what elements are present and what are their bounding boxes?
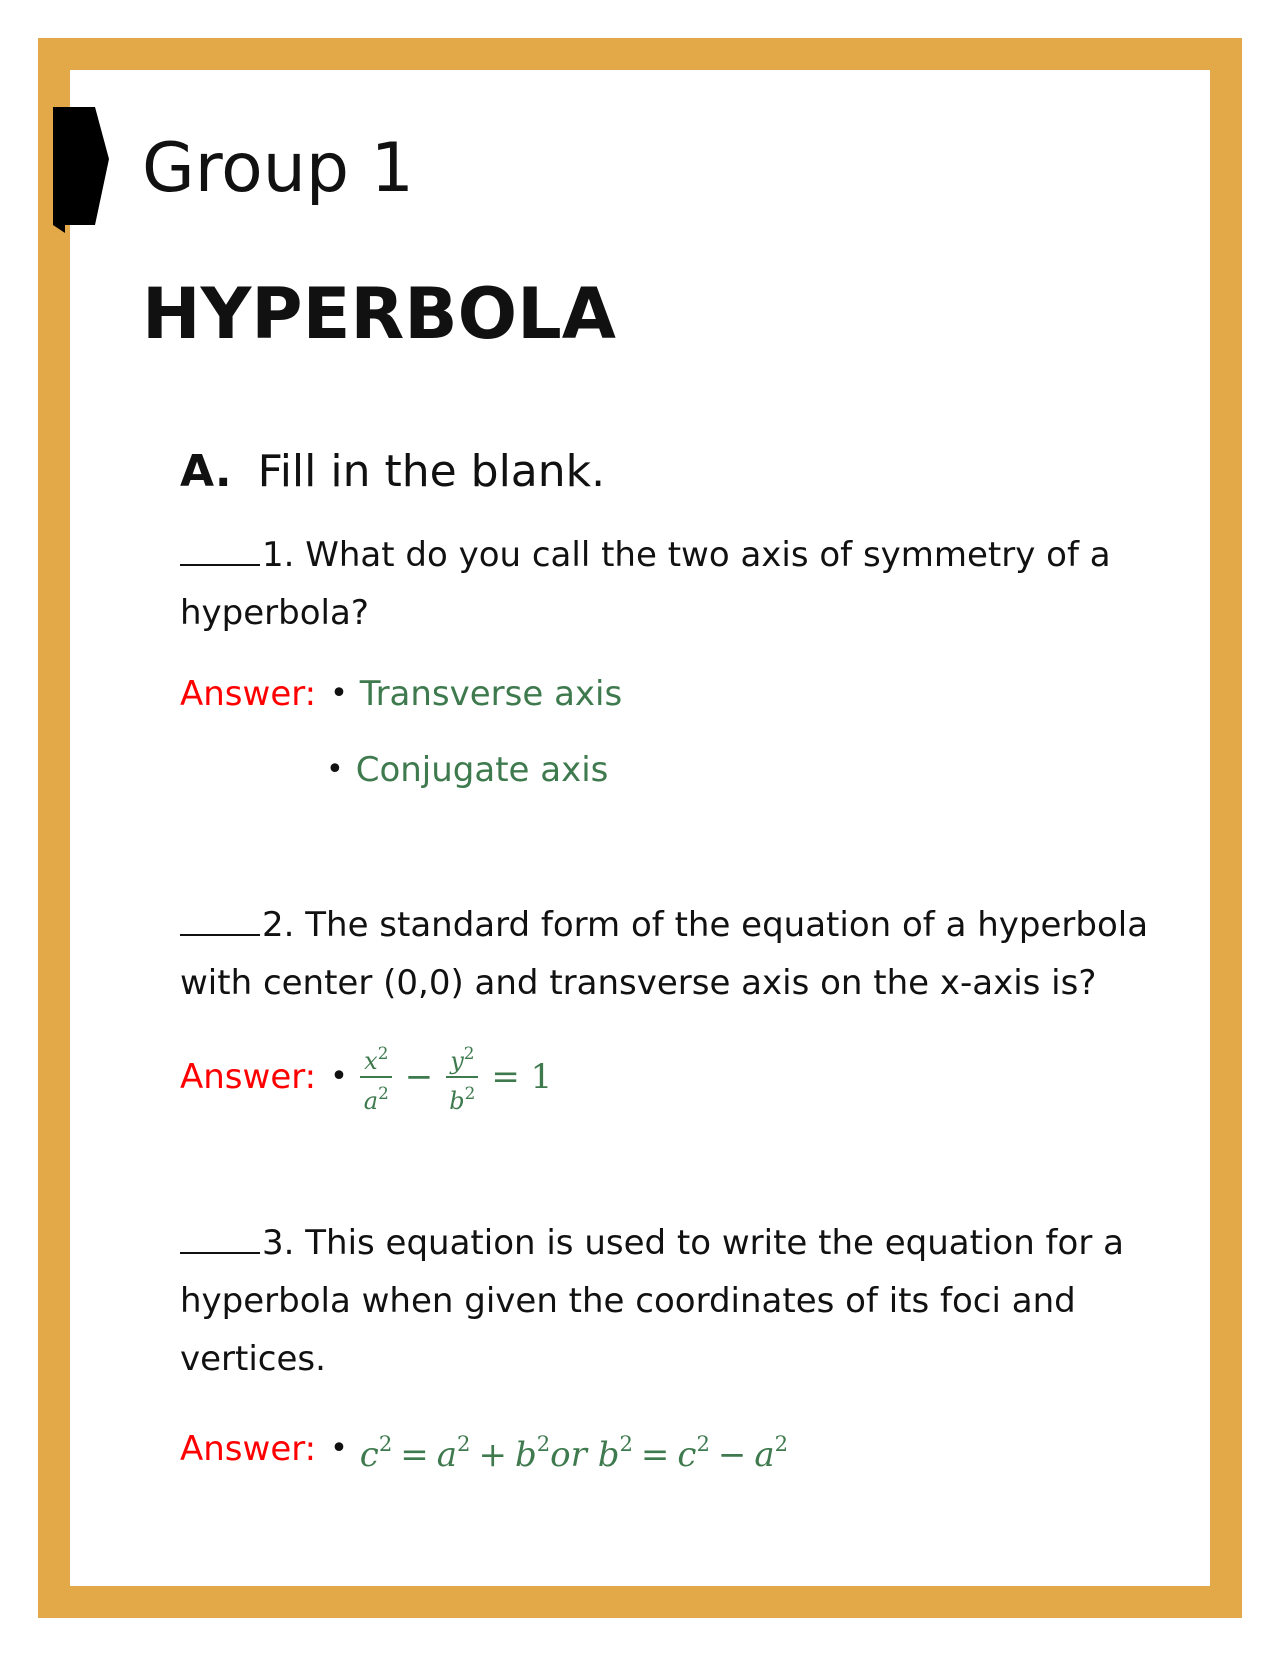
answer-blank-1 <box>180 564 260 566</box>
heading-marker-icon <box>53 107 113 241</box>
minus-sign: − <box>404 1057 434 1098</box>
bullet-icon: • <box>326 752 344 787</box>
answer-label-3: Answer: <box>180 1429 317 1470</box>
answer-label-1: Answer: <box>180 674 317 714</box>
section-letter: A. <box>180 446 232 497</box>
question-3 <box>180 1214 1150 1388</box>
main-title: HYPERBOLA <box>142 273 616 355</box>
answer-row-1b <box>326 746 608 794</box>
answer-blank-3 <box>180 1252 260 1254</box>
fraction-x-over-a: $\frac{x^2}{a^2}$ <box>360 1038 393 1116</box>
section-heading <box>180 448 605 496</box>
answer-blank-2 <box>180 934 260 936</box>
formula-3: $c^2 = a^2 + b^2or$ $b^2 = c^2 - a^2$ <box>359 1431 789 1475</box>
bullet-icon: • <box>330 1059 348 1095</box>
question-2-text: 2. The standard form of the equation of a hyperbola with center (0,0) and transverse axis on the x-axis is? <box>180 905 1149 1003</box>
answer-1-item-2: Conjugate axis <box>355 750 609 790</box>
question-1-text: 1. What do you call the two axis of symmetry of a hyperbola? <box>180 535 1111 633</box>
answer-1-item-1: Transverse axis <box>359 674 623 714</box>
section-instruction: Fill in the blank. <box>257 446 606 497</box>
answer-row-3 <box>180 1420 788 1479</box>
question-3-text: 3. This equation is used to write the equation for a hyperbola when given the coordinates of its foci and vertices. <box>180 1223 1124 1379</box>
bullet-icon: • <box>330 1431 348 1467</box>
answer-label-2: Answer: <box>180 1057 317 1098</box>
answer-row-2 <box>180 1038 564 1116</box>
equals-one: = 1 <box>491 1057 553 1098</box>
question-1 <box>180 526 1150 642</box>
fraction-y-over-b: $\frac{y^2}{b^2}$ <box>445 1038 479 1116</box>
question-2 <box>180 896 1150 1012</box>
group-title: Group 1 <box>142 129 414 208</box>
answer-row-1a <box>180 670 622 718</box>
bullet-icon: • <box>330 676 348 711</box>
